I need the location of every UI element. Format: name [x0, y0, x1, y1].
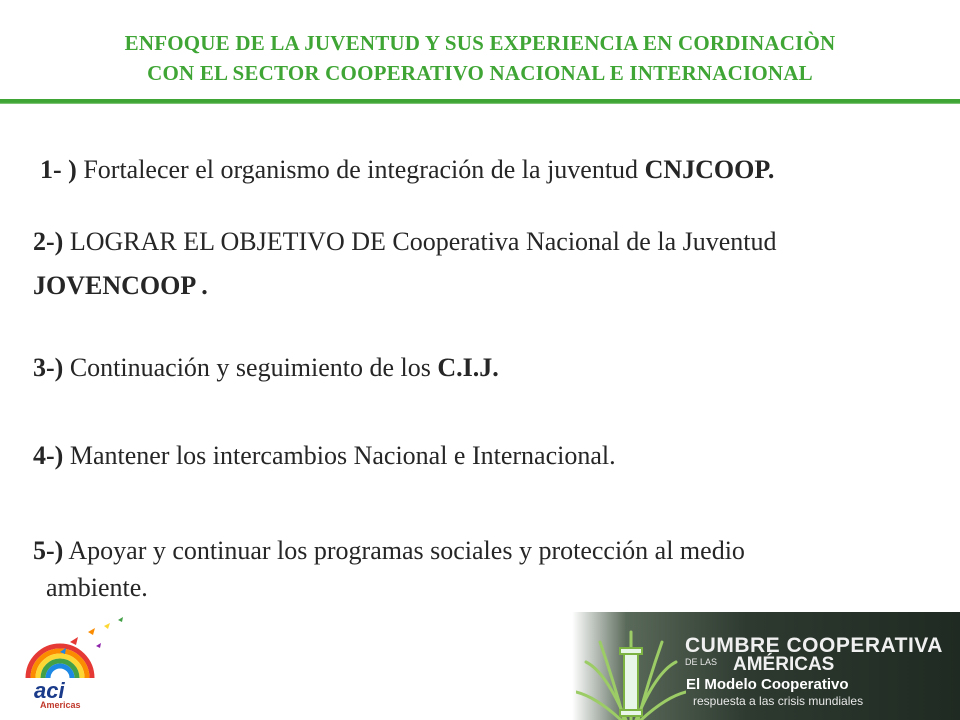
item-text: Mantener los intercambios Nacional e Internacional.	[63, 441, 616, 470]
item-text: LOGRAR EL OBJETIVO DE Cooperativa Nacional de la Juventud	[63, 227, 777, 256]
title-line-1: ENFOQUE DE LA JUVENTUD Y SUS EXPERIENCIA EN CORDINACIÒN	[124, 31, 836, 55]
banner-tagline: respuesta a las crisis mundiales	[693, 694, 864, 708]
title-line-2: CON EL SECTOR COOPERATIVO NACIONAL E INTERNACIONAL	[147, 61, 813, 85]
banner-modelo: El Modelo Cooperativo	[686, 676, 849, 693]
item-bold-tail: C.I.J.	[437, 353, 499, 382]
item-text-line2: JOVENCOOP .	[33, 271, 208, 300]
item-text: Continuación y seguimiento de los	[63, 353, 438, 382]
list-item-2	[33, 226, 777, 258]
item-number: 4-)	[33, 441, 64, 470]
banner-delas: DE LAS	[685, 657, 718, 667]
banner-title: CUMBRE COOPERATIVA	[685, 634, 943, 657]
slide-title	[0, 28, 960, 88]
footer	[0, 612, 960, 720]
list-item-5-continuation	[46, 572, 148, 604]
list-item-3	[33, 352, 499, 384]
aci-logo-subtext: Americas	[40, 700, 81, 710]
item-number: 5-)	[33, 536, 64, 565]
list-item-1	[40, 154, 774, 186]
item-text-line2: ambiente.	[46, 573, 148, 602]
item-text: Apoyar y continuar los programas sociales y protección al medio	[63, 536, 745, 565]
banner-americas: AMÉRICAS	[733, 654, 835, 675]
list-item-4	[33, 440, 616, 472]
title-divider	[0, 99, 960, 104]
item-number: 1- )	[40, 155, 77, 184]
list-item-2-continuation	[33, 270, 208, 302]
aci-logo-text: aci	[34, 678, 65, 703]
list-item-5	[33, 535, 745, 567]
item-number: 3-)	[33, 353, 64, 382]
agave-plant-icon	[576, 612, 686, 720]
item-bold-tail: CNJCOOP.	[644, 155, 775, 184]
item-text: Fortalecer el organismo de integración de la juventud	[76, 155, 645, 184]
item-number: 2-)	[33, 227, 64, 256]
